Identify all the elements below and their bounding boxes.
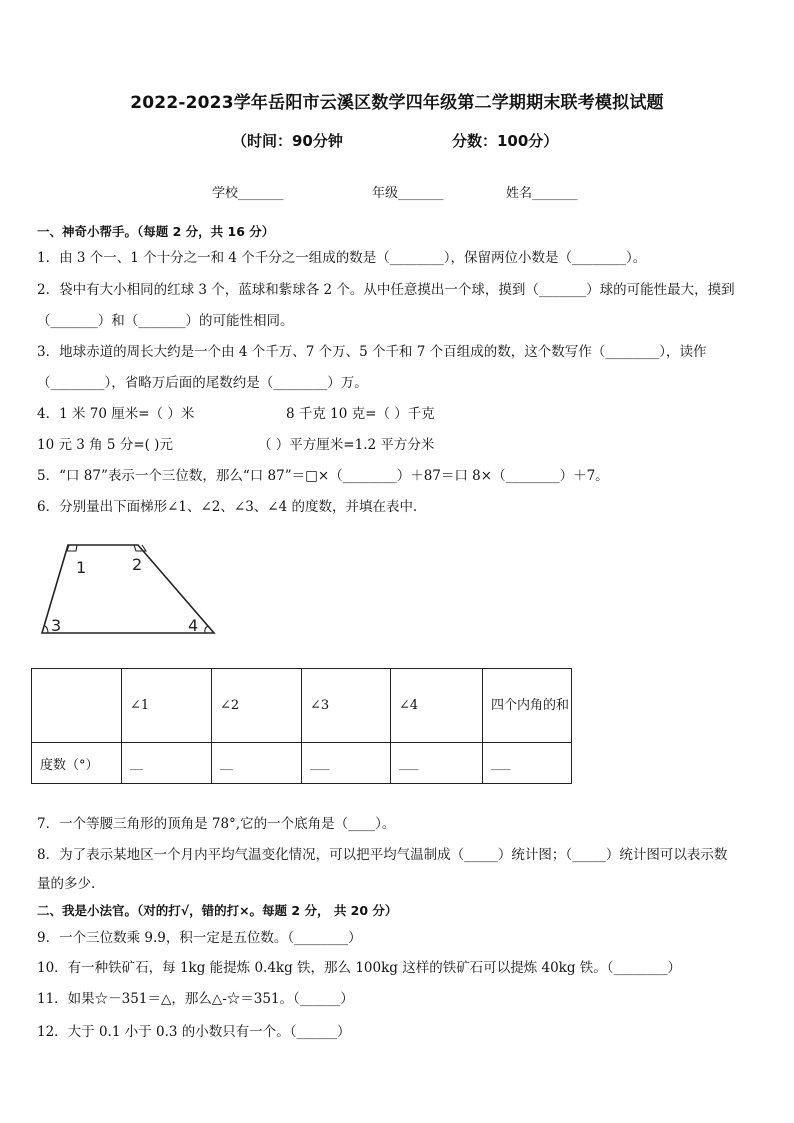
question-3-line1: 3．地球赤道的周长大约是一个由 4 个千万、7 个万、5 个千和 7 个百组成的数，这个数写作（________），读作 [37, 344, 707, 360]
question-4-part-c: 10 元 3 角 5 分=( )元 [37, 437, 173, 453]
table-header-row [32, 669, 572, 743]
question-8-line2: 量的多少. [37, 876, 96, 892]
angle-label-1: 1 [76, 558, 87, 577]
angle-mark-3 [45, 626, 48, 633]
exam-title: 2022-2023学年岳阳市云溪区数学四年级第二学期期末联考模拟试题 [130, 93, 664, 113]
table-row [32, 743, 572, 784]
table-cell-blank: __ [122, 743, 212, 784]
section1-heading: 一、神奇小帮手。（每题 2 分，共 16 分） [37, 224, 275, 239]
exam-time: （时间：90分钟 [232, 132, 343, 150]
question-8-line1: 8．为了表示某地区一个月内平均气温变化情况，可以把平均气温制成（_____）统计图；（_____）统计图可以表示数 [37, 847, 728, 863]
question-11: 11．如果☆－351＝△，那么△-☆＝351。（______） [37, 991, 354, 1007]
name-field: 姓名_______ [506, 186, 578, 201]
exam-score: 分数：100分） [452, 132, 559, 150]
question-4-part-a: 4．1 米 70 厘米=（ ）米 [37, 406, 195, 422]
table-header-cell: 四个内角的和 [483, 669, 572, 743]
table-row-label: 度数（°） [32, 743, 122, 784]
question-6: 6．分别量出下面梯形∠1、∠2、∠3、∠4 的度数，并填在表中． [37, 499, 427, 515]
question-2-line2: （_______）和（_______）的可能性相同。 [37, 313, 294, 329]
table-header-cell: ∠4 [391, 669, 483, 743]
table-cell-blank: __ [212, 743, 302, 784]
angle-mark-4 [205, 626, 208, 633]
question-4-part-b: 8 千克 10 克=（ ）千克 [286, 406, 435, 422]
question-10: 10．有一种铁矿石，每 1kg 能提炼 0.4kg 铁，那么 100kg 这样的铁矿石可以提炼 40kg 铁。（________） [37, 960, 682, 976]
angle-table [31, 668, 572, 784]
table-cell-blank: ___ [302, 743, 391, 784]
angle-label-3: 3 [51, 616, 62, 635]
angle-label-4: 4 [188, 616, 199, 635]
table-header-cell: ∠3 [302, 669, 391, 743]
table-header-cell [32, 669, 122, 743]
school-field: 学校_______ [212, 186, 284, 201]
question-1: 1．由 3 个一、1 个十分之一和 4 个千分之一组成的数是（________），保留两位小数是（________）。 [37, 250, 647, 266]
grade-field: 年级_______ [372, 186, 444, 201]
question-2-line1: 2．袋中有大小相同的红球 3 个，蓝球和紫球各 2 个。从中任意摸出一个球，摸到（_______）球的可能性最大，摸到 [37, 282, 735, 298]
table-header-cell: ∠2 [212, 669, 302, 743]
question-12: 12．大于 0.1 小于 0.3 的小数只有一个。（______） [37, 1024, 351, 1040]
question-4-part-d: （ ）平方厘米=1.2 平方分米 [258, 437, 435, 453]
angle-mark-1 [67, 545, 77, 551]
question-3-line2: （________），省略万后面的尾数约是（________）万。 [37, 375, 368, 391]
table-header-cell: ∠1 [122, 669, 212, 743]
question-9: 9．一个三位数乘 9.9，积一定是五位数。（________） [37, 930, 362, 946]
question-7: 7．一个等腰三角形的顶角是 78°,它的一个底角是（____）。 [37, 816, 396, 832]
section2-heading: 二、我是小法官。（对的打√，错的打×。每题 2 分， 共 20 分） [37, 903, 398, 918]
angle-label-2: 2 [132, 555, 143, 574]
trapezoid-figure [36, 540, 226, 640]
table-cell-blank: ___ [483, 743, 572, 784]
question-5: 5．“口 87”表示一个三位数，那么“口 87”＝□×（________）＋87＝口 8×（________）＋7。 [37, 468, 609, 484]
table-cell-blank: ___ [391, 743, 483, 784]
